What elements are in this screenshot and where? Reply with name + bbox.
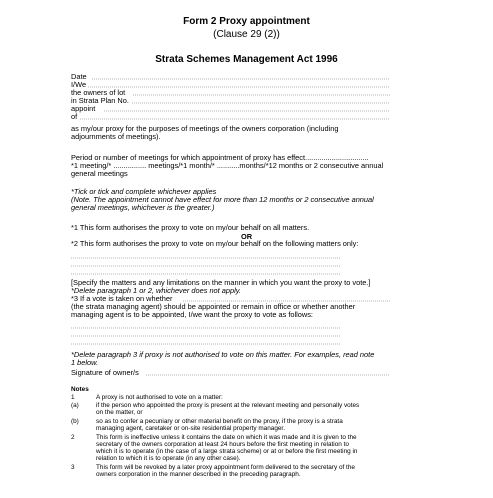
specify-line-4: (the strata managing agent) should be appointed or remain in office or whether another xyxy=(71,302,356,311)
note-number: (a) xyxy=(71,402,79,409)
tick-note-line-2: (Note. The appointment cannot have effect for more than 12 months or 2 consecutive annual xyxy=(71,195,374,204)
act-title: Strata Schemes Management Act 1996 xyxy=(155,54,338,65)
period-line-2: *1 meeting/* ................ meetings/*1 month/* ...........months/*12 months or 2 consecutive annual xyxy=(71,161,384,170)
period-line-1: Period or number of meetings for which appointment of proxy has effect............................... xyxy=(71,153,369,162)
delete3-line-1: *Delete paragraph 3 if proxy is not authorised to vote on this matter. For examples, read note xyxy=(71,350,375,359)
note-text: so as to confer a pecuniary or other material benefit on the proxy, if the proxy is a strata xyxy=(96,418,343,425)
note-number: 3 xyxy=(71,464,75,471)
note-text: on the matter, or xyxy=(96,409,143,416)
strata-plan-label: in Strata Plan No. xyxy=(71,96,129,105)
signature-label: Signature of owner/s xyxy=(71,368,139,377)
notes-heading: Notes xyxy=(71,386,89,393)
or-separator: OR xyxy=(240,232,253,241)
note-number: 1 xyxy=(71,394,75,401)
note-text: if the person who appointed the proxy is present at the relevant meeting and personally votes xyxy=(96,402,360,409)
specify-line-3: *3 If a vote is taken on whether xyxy=(71,294,173,303)
owners-lot-label: the owners of lot xyxy=(71,88,126,97)
proxy-purpose-line-2: adjournments of meetings). xyxy=(71,132,161,141)
specify-line-1: [Specify the matters and any limitations on the manner in which you want the proxy to vote.] xyxy=(71,278,371,287)
authorise-option-2: *2 This form authorises the proxy to vote on my/our behalf on the following matters only: xyxy=(71,239,359,248)
note-text: which it is to operate (in the case of a large strata scheme) or at or before the first meeting in xyxy=(96,448,358,455)
period-line-3: general meetings xyxy=(71,169,128,178)
note-number: 2 xyxy=(71,434,75,441)
note-text: This form will be revoked by a later proxy appointment form delivered to the secretary of the xyxy=(96,464,355,471)
note-text: relation to which it is to operate (in any other case). xyxy=(96,455,241,462)
delete3-line-2: 1 below. xyxy=(71,358,99,367)
specify-line-5: managing agent is to be appointed, I/we want the proxy to vote as follows: xyxy=(71,310,313,319)
note-text: secretary of the owners corporation at least 24 hours before the first meeting in relation to xyxy=(96,441,349,448)
tick-note-line-3: general meetings, whichever is the greater.) xyxy=(71,203,215,212)
specify-line-2: *Delete paragraph 1 or 2, whichever does not apply. xyxy=(71,286,241,295)
note-number: (b) xyxy=(71,418,79,425)
proxy-purpose-line-1: as my/our proxy for the purposes of meetings of the owners corporation (including xyxy=(71,124,339,133)
form-title: Form 2 Proxy appointment xyxy=(183,16,310,27)
note-text: managing agent, caretaker or on-site residential property manager. xyxy=(96,425,285,432)
iwe-label: I/We xyxy=(71,80,87,89)
note-text: owners corporation in the manner described in the preceding paragraph. xyxy=(96,471,301,478)
appoint-label: appoint xyxy=(71,104,96,113)
tick-note-line-1: *Tick or tick and complete whichever applies xyxy=(71,187,217,196)
date-label: Date xyxy=(71,72,87,81)
clause-reference: (Clause 29 (2)) xyxy=(213,29,280,40)
of-label: of xyxy=(71,112,78,121)
note-text: A proxy is not authorised to vote on a matter: xyxy=(96,394,223,401)
authorise-option-1: *1 This form authorises the proxy to vote on my/our behalf on all matters. xyxy=(71,223,310,232)
note-text: This form is ineffective unless it contains the date on which it was made and it is given to the xyxy=(96,434,357,441)
